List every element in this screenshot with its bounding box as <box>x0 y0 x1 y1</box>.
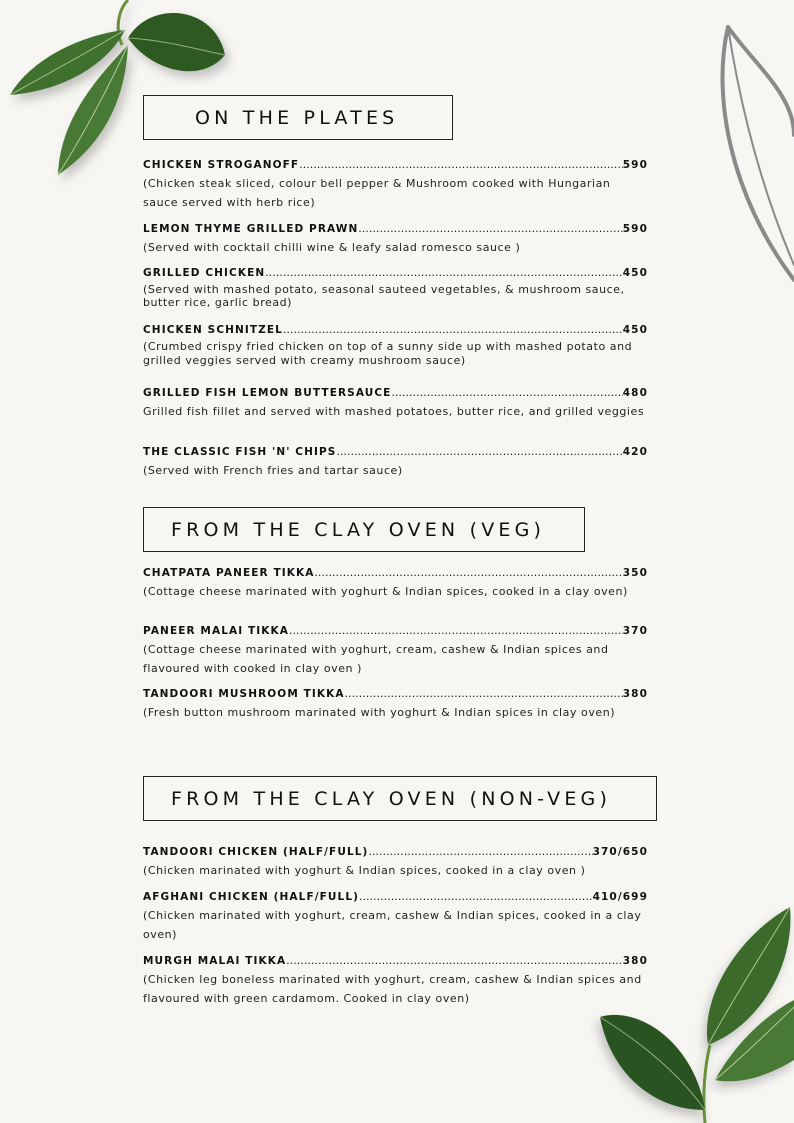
item-description: (Served with mashed potato, seasonal sauteed vegetables, & mushroom sauce, butter rice, garlic bread) <box>143 283 625 309</box>
item-name: LEMON THYME GRILLED PRAWN <box>143 223 359 235</box>
item-name: TANDOORI CHICKEN (HALF/FULL) <box>143 846 369 858</box>
menu-item-chicken-schnitzel <box>143 323 648 368</box>
outline-leaf-icon <box>700 15 794 295</box>
item-price: 370 <box>622 625 648 637</box>
item-name: GRILLED CHICKEN <box>143 267 266 279</box>
item-price: 480 <box>622 387 648 399</box>
menu-item-tandoori-mushroom-tikka <box>143 687 648 723</box>
item-price: 590 <box>622 223 648 235</box>
menu-item-tandoori-chicken <box>143 845 648 881</box>
item-price: 590 <box>622 159 648 171</box>
item-description: (Cottage cheese marinated with yoghurt & Indian spices, cooked in a clay oven) <box>143 585 628 598</box>
section-title-clay-oven-non-veg: FROM THE CLAY OVEN (NON-VEG) <box>143 776 657 821</box>
item-description: (Crumbed crispy fried chicken on top of a sunny side up with mashed potato and grilled veggies served with creamy mushroom sauce) <box>143 340 633 367</box>
item-description: (Served with French fries and tartar sauce) <box>143 464 403 477</box>
item-price: 450 <box>622 267 648 279</box>
menu-item-grilled-chicken <box>143 266 648 309</box>
item-name: GRILLED FISH LEMON BUTTERSAUCE <box>143 387 392 399</box>
item-description: Grilled fish fillet and served with mashed potatoes, butter rice, and grilled veggies <box>143 405 645 418</box>
item-price: 350 <box>622 567 648 579</box>
section-title-clay-oven-veg: FROM THE CLAY OVEN (VEG) <box>143 507 585 552</box>
item-price: 370/650 <box>592 846 648 858</box>
item-name: MURGH MALAI TIKKA <box>143 955 287 967</box>
item-name: THE CLASSIC FISH 'N' CHIPS <box>143 446 337 458</box>
item-description: (Chicken marinated with yoghurt, cream, cashew & Indian spices, cooked in a clay oven) <box>143 909 642 941</box>
item-description: (Served with cocktail chilli wine & leafy salad romesco sauce ) <box>143 241 521 254</box>
item-name: PANEER MALAI TIKKA <box>143 625 289 637</box>
item-description: (Chicken steak sliced, colour bell pepper & Mushroom cooked with Hungarian sauce served with herb rice) <box>143 177 611 209</box>
menu-item-afghani-chicken <box>143 890 648 944</box>
item-name: CHICKEN STROGANOFF <box>143 159 300 171</box>
item-name: CHICKEN SCHNITZEL <box>143 324 283 336</box>
menu-item-chatpata-paneer-tikka <box>143 566 648 602</box>
item-price: 420 <box>622 446 648 458</box>
item-name: TANDOORI MUSHROOM TIKKA <box>143 688 345 700</box>
item-description: (Chicken leg boneless marinated with yoghurt, cream, cashew & Indian spices and flavoured with green cardamom. Cooked in clay oven) <box>143 973 642 1005</box>
menu-item-lemon-thyme-grilled-prawn <box>143 222 648 258</box>
menu-item-paneer-malai-tikka <box>143 624 648 678</box>
item-price: 450 <box>622 324 648 336</box>
item-price: 380 <box>622 688 648 700</box>
item-price: 380 <box>622 955 648 967</box>
item-name: AFGHANI CHICKEN (HALF/FULL) <box>143 891 360 903</box>
item-name: CHATPATA PANEER TIKKA <box>143 567 315 579</box>
item-description: (Cottage cheese marinated with yoghurt, cream, cashew & Indian spices and flavoured with cooked in clay oven ) <box>143 643 609 675</box>
menu-item-chicken-stroganoff <box>143 158 648 212</box>
item-description: (Fresh button mushroom marinated with yoghurt & Indian spices in clay oven) <box>143 706 616 719</box>
menu-item-murgh-malai-tikka <box>143 954 648 1008</box>
item-price: 410/699 <box>592 891 648 903</box>
menu-item-classic-fish-n-chips <box>143 445 648 481</box>
menu-item-grilled-fish-lemon-buttersauce <box>143 386 648 422</box>
section-title-on-the-plates: ON THE PLATES <box>143 95 453 140</box>
item-description: (Chicken marinated with yoghurt & Indian spices, cooked in a clay oven ) <box>143 864 586 877</box>
